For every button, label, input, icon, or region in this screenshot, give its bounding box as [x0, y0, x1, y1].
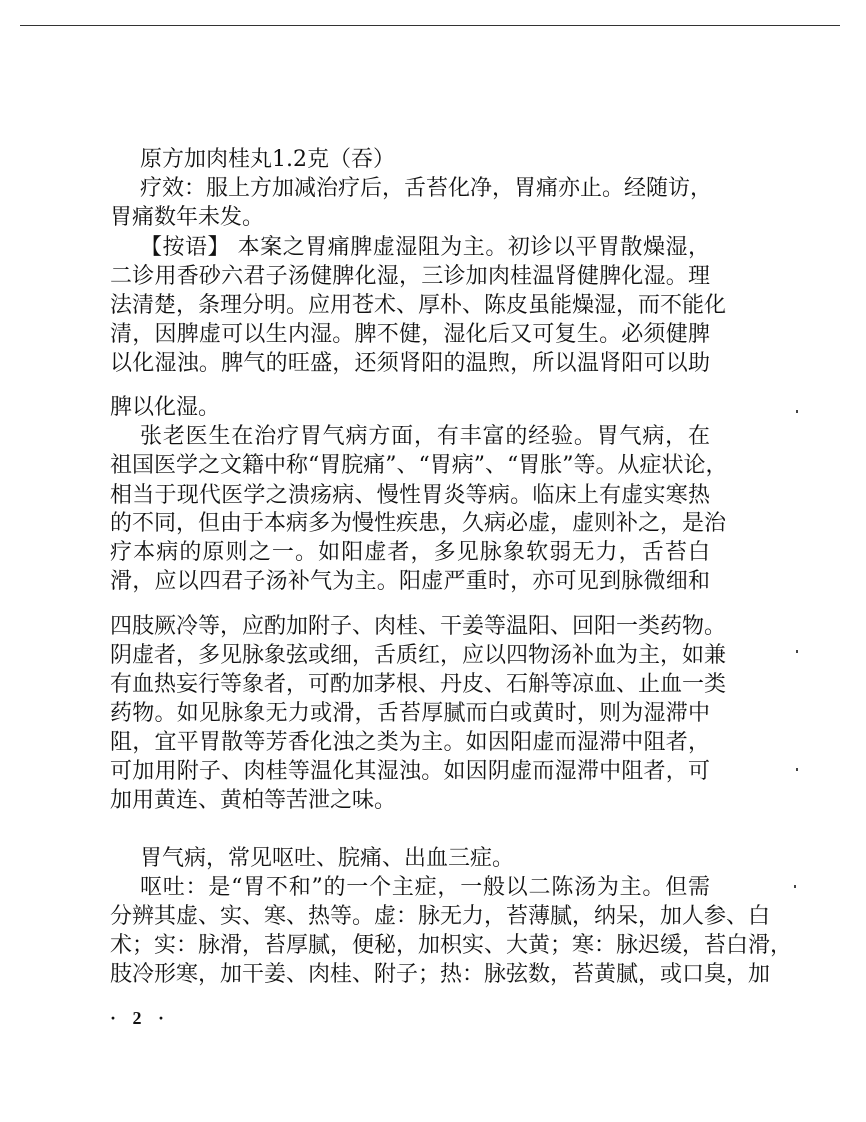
text-line: 二诊用香砂六君子汤健脾化湿，三诊加肉桂温肾健脾化湿。理 — [110, 264, 710, 289]
text-line: 滑，应以四君子汤补气为主。阳虚严重时，亦可见到脉微细和 — [110, 569, 710, 594]
text-line: 加用黄连、黄柏等苦泄之味。 — [110, 788, 397, 813]
text-line: 胃痛数年未发。 — [110, 205, 265, 230]
scan-speck — [794, 885, 796, 888]
text-line: 疗本病的原则之一。如阳虚者，多见脉象软弱无力，舌苔白 — [110, 540, 710, 565]
text-line: 阴虚者，多见脉象弦或细，舌质红，应以四物汤补血为主，如兼 — [110, 643, 727, 668]
text-line: 清，因脾虚可以生内湿。脾不健，湿化后又可复生。必须健脾 — [110, 322, 710, 347]
text-line: 张老医生在治疗胃气病方面，有丰富的经验。胃气病，在 — [140, 424, 710, 449]
text-line: 有血热妄行等象者，可酌加茅根、丹皮、石斛等凉血、止血一类 — [110, 672, 727, 697]
text-line: 阻，宜平胃散等芳香化浊之类为主。如因阳虚而湿滞中阻者， — [110, 730, 710, 755]
text-line: 药物。如见脉象无力或滑，舌苔厚腻而白或黄时，则为湿滞中 — [110, 701, 710, 726]
text-line: 四肢厥冷等，应酌加附子、肉桂、干姜等温阳、回阳一类药物。 — [110, 614, 727, 639]
text-line: 可加用附子、肉桂等温化其湿浊。如因阴虚而湿滞中阻者，可 — [110, 759, 710, 784]
text-line: 疗效：服上方加减治疗后，舌苔化净，胃痛亦止。经随访， — [140, 176, 713, 201]
text-line: 祖国医学之文籍中称“胃脘痛”、“胃病”、“胃胀”等。从症状论， — [110, 453, 728, 478]
text-line: 胃气病，常见呕吐、脘痛、出血三症。 — [140, 846, 515, 871]
text-line: 的不同，但由于本病多为慢性疾患，久病必虚，虚则补之，是治 — [110, 511, 727, 536]
text-line: 肢冷形寒，加干姜、肉桂、附子；热：脉弦数，苔黄腻，或口臭，加 — [110, 962, 771, 987]
text-line: 法清楚，条理分明。应用苍术、厚朴、陈皮虽能燥湿，而不能化 — [110, 293, 727, 318]
page-number: · 2 · — [110, 1008, 171, 1028]
text-line: 【按语】 本案之胃痛脾虚湿阻为主。初诊以平胃散燥湿， — [140, 235, 710, 260]
text-line: 术；实：脉滑，苔厚腻，便秘，加枳实、大黄；寒：脉迟缓，苔白滑， — [110, 933, 793, 958]
scan-speck — [796, 768, 798, 771]
text-line: 以化湿浊。脾气的旺盛，还须肾阳的温煦，所以温肾阳可以助 — [110, 351, 710, 376]
text-line: 呕吐：是“胃不和”的一个主症，一般以二陈汤为主。但需 — [140, 875, 710, 900]
scan-speck — [796, 650, 798, 653]
text-line: 原方加肉桂丸1.2克（吞） — [140, 147, 395, 172]
text-line: 相当于现代医学之溃疡病、慢性胃炎等病。临床上有虚实寒热 — [110, 483, 710, 508]
text-line: 分辨其虚、实、寒、热等。虚：脉无力，苔薄腻，纳呆，加人参、白 — [110, 904, 771, 929]
scan-speck — [796, 410, 798, 413]
header-rule — [20, 25, 840, 26]
text-line: 脾以化湿。 — [110, 395, 221, 420]
